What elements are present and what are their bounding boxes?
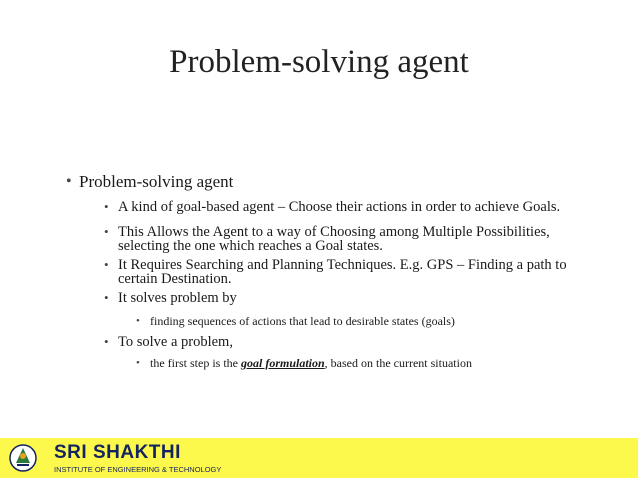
bullet-text: It solves problem by xyxy=(118,290,237,306)
bullet-point-1 xyxy=(104,200,584,214)
bullet-dot-icon: • xyxy=(104,334,109,349)
bullet-point-3 xyxy=(104,258,584,286)
slide-title: Problem-solving agent xyxy=(169,44,469,80)
bullet-text: It Requires Searching and Planning Techniques. E.g. GPS – Finding a path to certain Destination. xyxy=(118,257,567,287)
bullet-text: To solve a problem, xyxy=(118,334,233,350)
bullet-dot-icon: • xyxy=(104,290,109,305)
text-suffix: , based on the current situation xyxy=(324,356,472,370)
bullet-dot-icon: • xyxy=(104,199,109,214)
bullet-dot-icon: • xyxy=(136,357,140,369)
brand-name: SRI SHAKTHI xyxy=(54,442,181,463)
sub-bullet-goal xyxy=(136,357,472,370)
bullet-point-2 xyxy=(104,225,584,253)
bullet-text: Problem-solving agent xyxy=(79,172,234,191)
sub-bullet-text xyxy=(150,357,472,370)
bullet-main xyxy=(66,173,233,191)
bullet-dot-icon: • xyxy=(136,315,140,327)
sub-bullet-text: finding sequences of actions that lead to desirable states (goals) xyxy=(150,314,455,328)
bullet-text: A kind of goal-based agent – Choose their actions in order to achieve Goals. xyxy=(118,199,561,215)
text-prefix: the first step is the xyxy=(150,356,241,370)
bullet-point-5 xyxy=(104,335,584,349)
bullet-dot-icon: • xyxy=(104,257,109,272)
bullet-text: This Allows the Agent to a way of Choosing among Multiple Possibilities, selecting the one which reaches a Goal states. xyxy=(118,224,550,254)
bullet-dot-icon: • xyxy=(66,173,72,190)
institute-emblem-icon xyxy=(8,443,38,473)
bullet-dot-icon: • xyxy=(104,224,109,239)
bullet-point-4 xyxy=(104,291,584,305)
goal-formulation-emphasis: goal formulation xyxy=(240,356,325,370)
brand-subtitle: INSTITUTE OF ENGINEERING & TECHNOLOGY xyxy=(54,465,222,474)
sub-bullet-solves xyxy=(136,315,455,328)
